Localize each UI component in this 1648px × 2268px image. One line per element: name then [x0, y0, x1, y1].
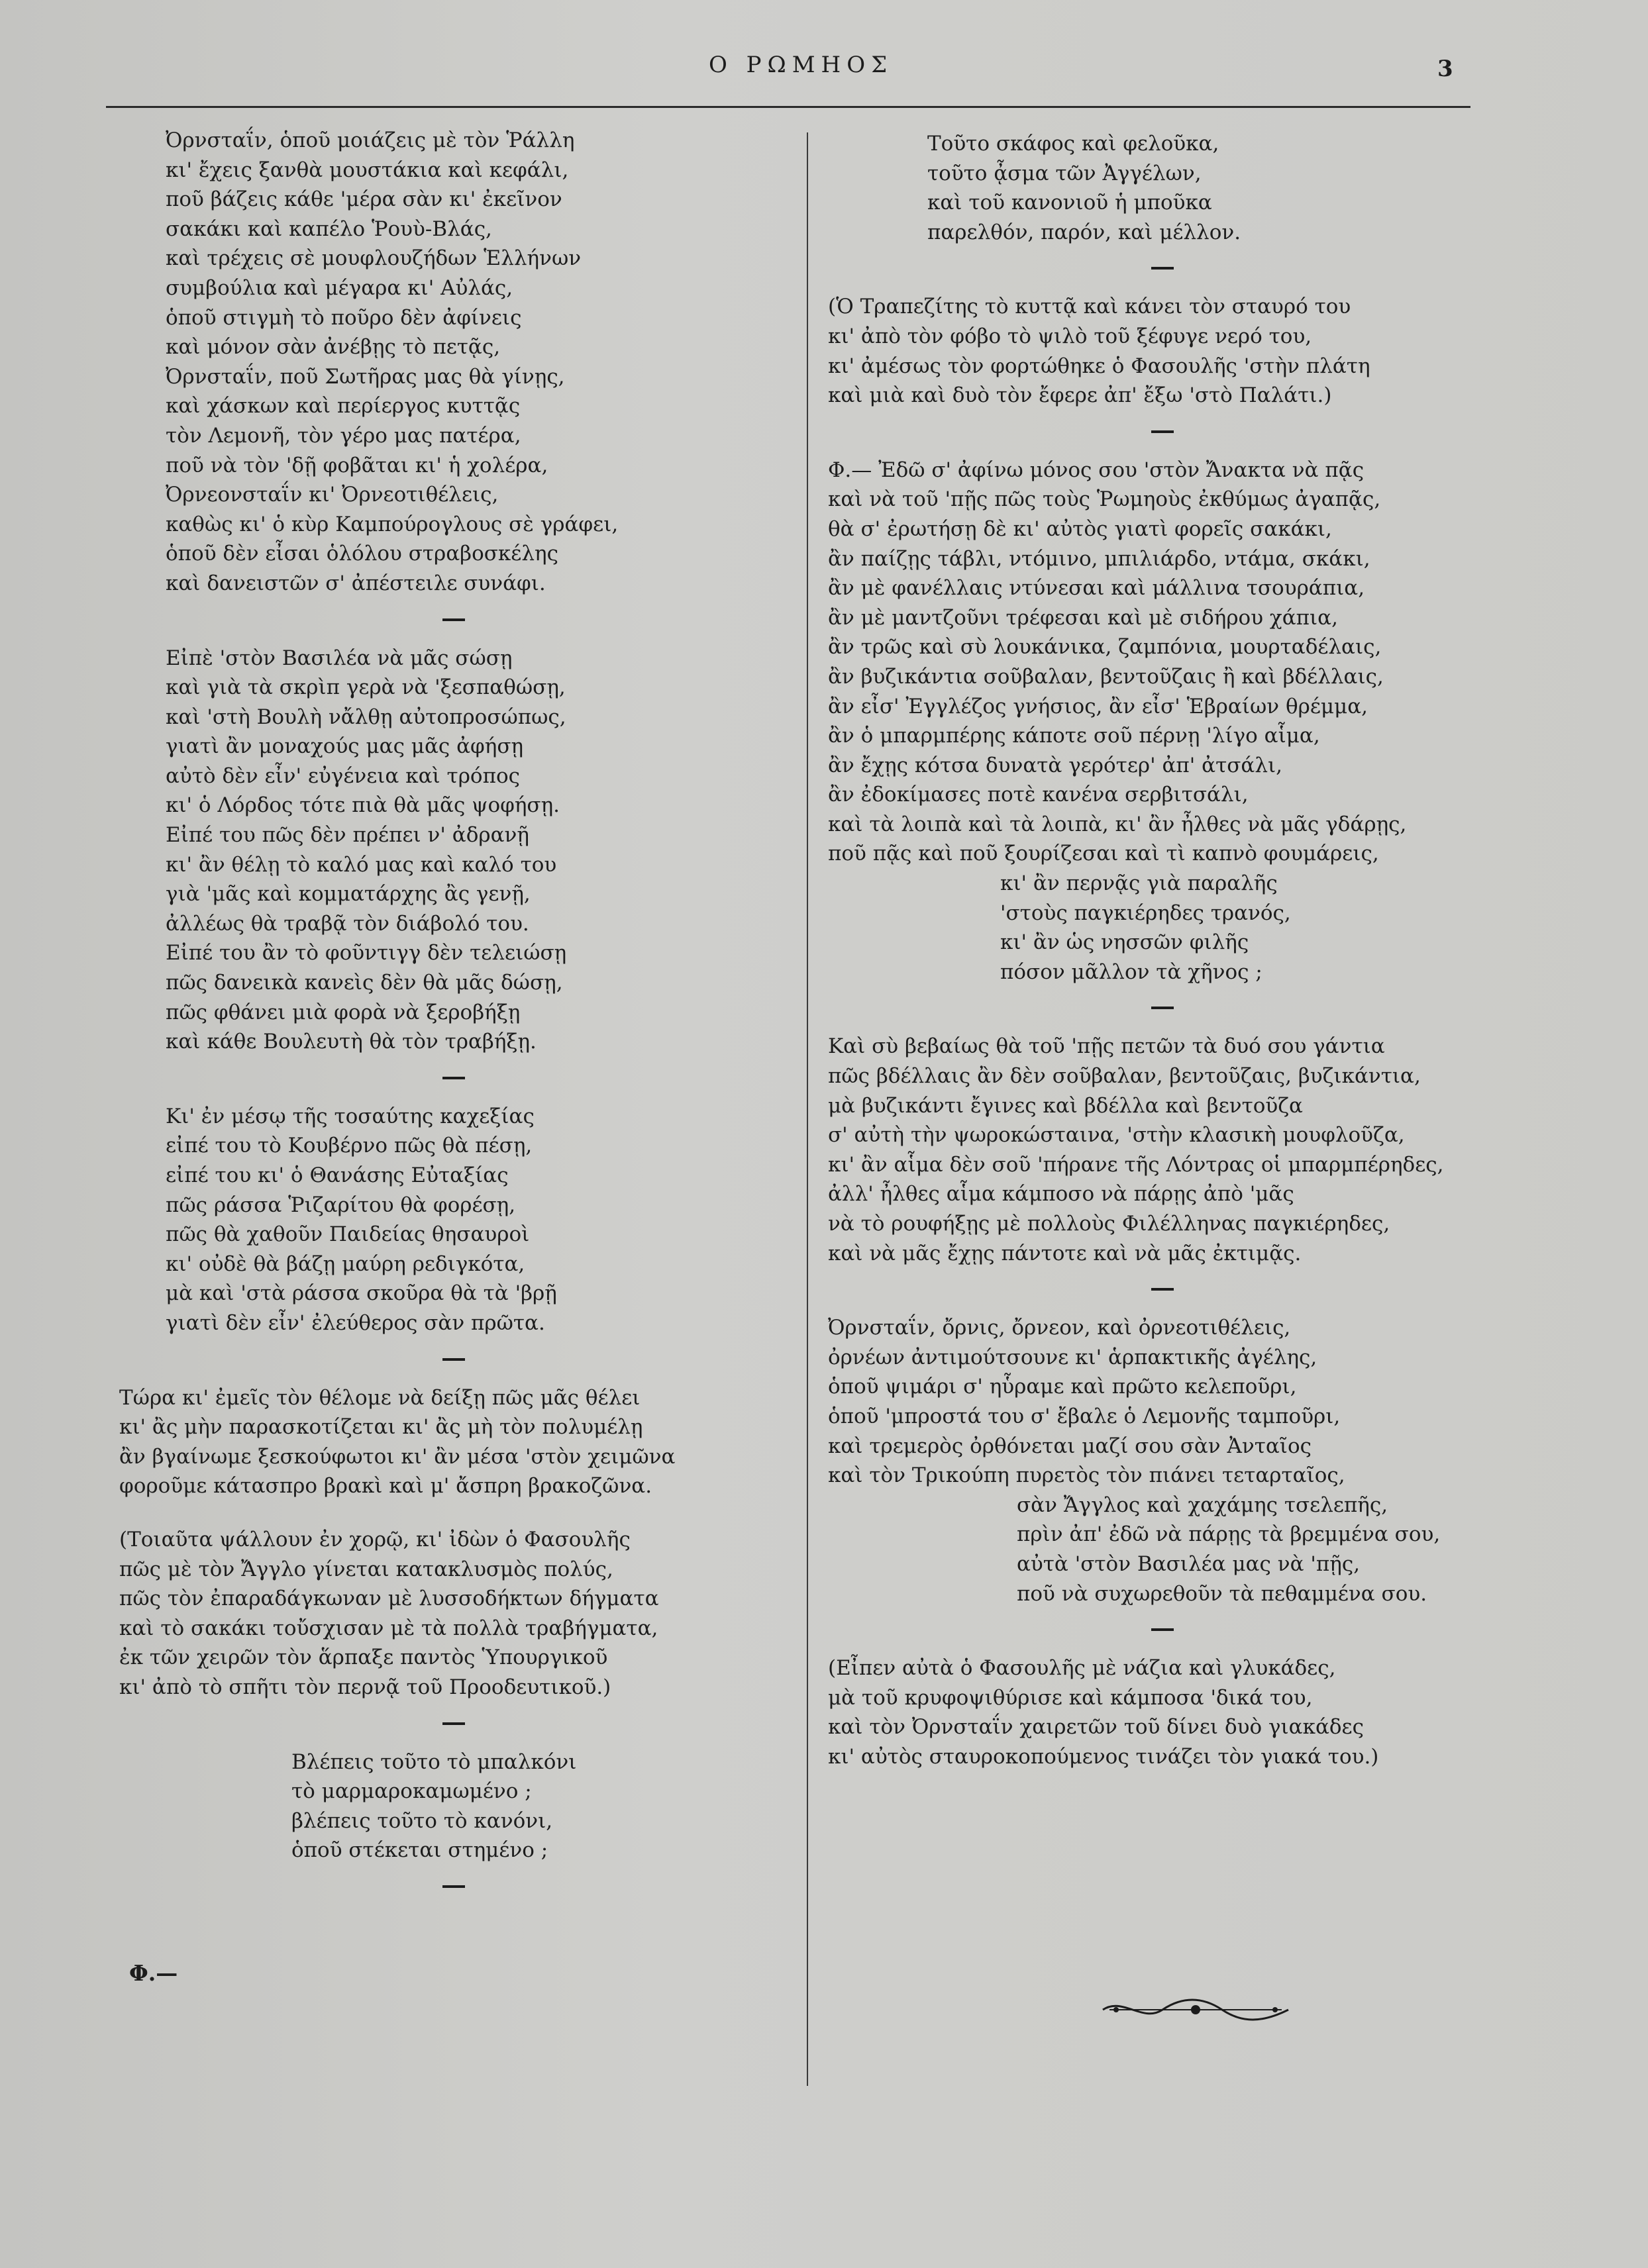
verse-line: φοροῦμε κάτασπρο βρακὶ καὶ μ' ἄσπρη βρακοζῶνα.	[119, 1474, 652, 1499]
verse-line: ἂν βγαίνωμε ξεσκούφωτοι κι' ἂν μέσα 'στὸν χειμῶνα	[119, 1444, 676, 1469]
verse-line: συμβούλια καὶ μέγαρα κι' Αὐλάς,	[166, 275, 513, 300]
stanza	[828, 129, 1497, 247]
stage-direction	[119, 1525, 788, 1702]
verse-line: αὐτὸ δὲν εἶν' εὐγένεια καὶ τρόπος	[166, 764, 520, 788]
section-dash	[119, 1865, 788, 1910]
verse-line: εἰπέ του τὸ Κουβέρνο πῶς θὰ πέσῃ,	[166, 1134, 533, 1158]
stanza	[119, 126, 788, 599]
verse-line: ὁποῦ στέκεται στημένο ;	[291, 1838, 548, 1863]
verse-line: ἂν βυζικάντια σοῦβαλαν, βεντοῦζαις ἢ καὶ βδέλλαις,	[828, 664, 1384, 689]
verse-line: Φ.— Ἐδῶ σ' ἀφίνω μόνος σου 'στὸν Ἄνακτα νὰ πᾷς	[828, 458, 1365, 482]
stage-direction	[828, 1653, 1497, 1771]
verse-line: καὶ τρεμερὸς ὀρθόνεται μαζί σου σὰν Ἀνταῖος	[828, 1434, 1312, 1458]
verse-line: κι' αὐτὸς σταυροκοπούμενος τινάζει τὸν γιακά του.)	[828, 1744, 1379, 1769]
verse-line: κι' ἀπὸ τὸ σπῆτι τὸν περνᾷ τοῦ Προοδευτικοῦ.)	[119, 1675, 611, 1699]
verse-line: τὸ μαρμαροκαμωμένο ;	[291, 1779, 532, 1804]
verse-line: κι' ἀμέσως τὸν φορτώθηκε ὁ Φασουλῆς 'στὴν πλάτη	[828, 354, 1370, 378]
stanza	[119, 644, 788, 1057]
verse-line: καὶ δανειστῶν σ' ἀπέστειλε συνάφι.	[166, 571, 546, 595]
verse-line: πῶς δανεικὰ κανεὶς δὲν θὰ μᾶς δώσῃ,	[166, 971, 563, 995]
verse-line: κι' ἂν περνᾷς γιὰ παραλῆς	[1000, 871, 1278, 896]
stanza	[828, 456, 1497, 987]
verse-line: σακάκι καὶ καπέλο Ῥουὺ-Βλάς,	[166, 217, 492, 241]
verse-line: καὶ 'στὴ Βουλὴ νἄλθῃ αὐτοπροσώπως,	[166, 705, 566, 729]
verse-line: ἂν τρῶς καὶ σὺ λουκάνικα, ζαμπόνια, μουρταδέλαις,	[828, 635, 1382, 660]
verse-line: σὰν Ἄγγλος καὶ χαχάμης τσελεπῆς,	[1017, 1493, 1388, 1517]
verse-line: σ' αὐτὴ τὴν ψωροκώσταινα, 'στὴν κλασικὴ μουφλοῦζα,	[828, 1123, 1405, 1148]
verse-line: καὶ μιὰ καὶ δυὸ τὸν ἔφερε ἀπ' ἔξω 'στὸ Παλάτι.)	[828, 383, 1332, 408]
verse-line: (Εἶπεν αὐτὰ ὁ Φασουλῆς μὲ νάζια καὶ γλυκάδες,	[828, 1656, 1336, 1681]
verse-line: αὐτὰ 'στὸν Βασιλέα μας νὰ 'πῇς,	[1017, 1552, 1361, 1576]
verse-line: Ὀρνσταΐν, ὁποῦ μοιάζεις μὲ τὸν Ῥάλλη	[166, 128, 575, 152]
column-divider	[807, 132, 808, 2086]
verse-line: ἀλλέως θὰ τραβᾷ τὸν διάβολό του.	[166, 911, 529, 936]
verse-line: Τοῦτο σκάφος καὶ φελοῦκα,	[927, 132, 1219, 156]
right-column	[828, 129, 1497, 1772]
verse-line: καθὼς κι' ὁ κὺρ Καμπούρογλους σὲ γράφει,	[166, 512, 619, 536]
section-dash	[119, 1338, 788, 1383]
verse-line: καὶ γιὰ τὰ σκρὶπ γερὰ νὰ 'ξεσπαθώσῃ,	[166, 675, 566, 700]
verse-line: ἂν εἶσ' Ἐγγλέζος γνήσιος, ἂν εἶσ' Ἑβραίων θρέμμα,	[828, 694, 1368, 718]
verse-line: 'στοὺς παγκιέρηδες τρανός,	[1000, 901, 1291, 925]
verse-line: ποῦ νὰ τὸν 'δῇ φοβᾶται κι' ἡ χολέρα,	[166, 453, 548, 477]
stanza	[119, 1102, 788, 1338]
verse-line: καὶ τοῦ κανονιοῦ ἡ μποῦκα	[927, 191, 1212, 215]
verse-line: Κι' ἐν μέσῳ τῆς τοσαύτης καχεξίας	[166, 1104, 535, 1128]
verse-line: γιατὶ ἂν μοναχούς μας μᾶς ἀφήσῃ	[166, 734, 524, 759]
verse-line: ὁποῦ ψιμάρι σ' ηὗραμε καὶ πρῶτο κελεποῦρι,	[828, 1375, 1297, 1399]
verse-line: πόσον μᾶλλον τὰ χῆνος ;	[1000, 960, 1262, 984]
verse-line: πῶς φθάνει μιὰ φορὰ νὰ ξεροβήξῃ	[166, 1000, 521, 1024]
verse-line: Εἰπὲ 'στὸν Βασιλέα νὰ μᾶς σώσῃ	[166, 646, 513, 670]
verse-line: καὶ τὸν Τρικούπη πυρετὸς τὸν πιάνει τεταρταῖος,	[828, 1463, 1345, 1488]
verse-line: κι' ἀπὸ τὸν φόβο τὸ ψιλὸ τοῦ ξέφυγε νερό του,	[828, 324, 1312, 348]
verse-line: καὶ νὰ τοῦ 'πῇς πῶς τοὺς Ῥωμηοὺς ἐκθύμως ἀγαπᾷς,	[828, 487, 1381, 512]
stanza	[119, 1383, 788, 1501]
verse-line: ὁποῦ 'μπροστά του σ' ἔβαλε ὁ Λεμονῆς ταμποῦρι,	[828, 1404, 1341, 1428]
verse-line: πῶς θὰ χαθοῦν Παιδείας θησαυροὶ	[166, 1222, 530, 1247]
verse-line: ποῦ νὰ συχωρεθοῦν τὰ πεθαμμένα σου.	[1017, 1581, 1427, 1606]
section-dash	[828, 987, 1497, 1032]
verse-line: βλέπεις τοῦτο τὸ κανόνι,	[291, 1808, 553, 1833]
verse-line: καὶ νὰ μᾶς ἔχῃς πάντοτε καὶ νὰ μᾶς ἐκτιμᾷς.	[828, 1241, 1302, 1265]
left-column	[119, 126, 788, 1910]
verse-line: εἰπέ του κι' ὁ Θανάσης Εὐταξίας	[166, 1163, 509, 1187]
verse-line: μὰ βυζικάντι ἔγινες καὶ βδέλλα καὶ βεντοῦζα	[828, 1093, 1303, 1118]
verse-line: ἂν ἐδοκίμασες ποτὲ κανένα σερβιτσάλι,	[828, 783, 1249, 807]
verse-line: πῶς μὲ τὸν Ἄγγλο γίνεται κατακλυσμὸς πολύς,	[119, 1557, 613, 1581]
verse-line: πρὶν ἀπ' ἐδῶ νὰ πάρῃς τὰ βρεμμένα σου,	[1017, 1522, 1441, 1547]
verse-line: πῶς τὸν ἐπαραδάγκωναν μὲ λυσσοδήκτων δήγματα	[119, 1587, 659, 1611]
verse-line: Εἰπέ του ἂν τὸ φοῦντιγγ δὲν τελειώσῃ	[166, 941, 567, 965]
stage-direction	[828, 292, 1497, 410]
verse-line: κι' οὐδὲ θὰ βάζῃ μαύρη ρεδιγκότα,	[166, 1252, 525, 1276]
stanza	[828, 1032, 1497, 1268]
verse-line: Ὀρνσταΐν, ὄρνις, ὄρνεον, καὶ ὀρνεοτιθέλεις,	[828, 1316, 1291, 1340]
verse-line: ποῦ πᾷς καὶ ποῦ ξουρίζεσαι καὶ τὶ καπνὸ φουμάρεις,	[828, 842, 1379, 866]
verse-line: ποῦ βάζεις κάθε 'μέρα σὰν κι' ἐκεῖνον	[166, 187, 562, 212]
section-dash	[828, 247, 1497, 292]
verse-line: κι' ἂν θέλῃ τὸ καλό μας καὶ καλό του	[166, 852, 557, 877]
speaker-label: Φ.—	[129, 1960, 178, 1986]
page-number: 3	[1437, 56, 1453, 82]
verse-line: καὶ χάσκων καὶ περίεργος κυττᾷς	[166, 394, 521, 419]
verse-line: καὶ τρέχεις σὲ μουφλουζήδων Ἑλλήνων	[166, 246, 582, 271]
verse-line: παρελθόν, παρόν, καὶ μέλλον.	[927, 220, 1241, 244]
verse-line: ὁποῦ στιγμὴ τὸ ποῦρο δὲν ἀφίνεις	[166, 305, 522, 330]
verse-line: νὰ τὸ ρουφήξῃς μὲ πολλοὺς Φιλέλληνας παγκιέρηδες,	[828, 1212, 1390, 1236]
section-dash	[119, 599, 788, 644]
verse-line: γιὰ 'μᾶς καὶ κομματάρχης ἂς γενῇ,	[166, 882, 531, 907]
verse-line: πῶς βδέλλαις ἂν δὲν σοῦβαλαν, βεντοῦζαις, βυζικάντια,	[828, 1064, 1421, 1089]
verse-line: καὶ τὸν Ὀρνσταΐν χαιρετῶν τοῦ δίνει δυὸ γιακάδες	[828, 1715, 1364, 1740]
verse-line: ὁποῦ δὲν εἶσαι ὁλόλου στραβοσκέλης	[166, 542, 558, 566]
verse-line: Τώρα κι' ἐμεῖς τὸν θέλομε νὰ δείξῃ πῶς μᾶς θέλει	[119, 1385, 641, 1410]
verse-line: μὰ τοῦ κρυφοψιθύρισε καὶ κάμποσα 'δικά του,	[828, 1685, 1313, 1710]
verse-line: κι' ὁ Λόρδος τότε πιὰ θὰ μᾶς ψοφήσῃ.	[166, 793, 560, 818]
verse-line: ἂν ἔχῃς κότσα δυνατὰ γερότερ' ἀπ' ἀτσάλι,	[828, 753, 1283, 777]
verse-line: τοῦτο ᾆσμα τῶν Ἀγγέλων,	[927, 161, 1202, 185]
verse-line: Εἰπέ του πῶς δὲν πρέπει ν' ἀδρανῇ	[166, 823, 529, 848]
verse-line: (Τοιαῦτα ψάλλουν ἐν χορῷ, κι' ἰδὼν ὁ Φασουλῆς	[119, 1527, 631, 1552]
verse-line: τὸν Λεμονῆ, τὸν γέρο μας πατέρα,	[166, 423, 521, 448]
verse-line: γιατὶ δὲν εἶν' ἐλεύθερος σὰν πρῶτα.	[166, 1310, 545, 1335]
verse-line: καὶ τὸ σακάκι τοὔσχισαν μὲ τὰ πολλὰ τραβήγματα,	[119, 1616, 658, 1640]
verse-line: ἐκ τῶν χειρῶν τὸν ἅρπαξε παντὸς Ὑπουργικοῦ	[119, 1646, 608, 1670]
verse-line: Ὀρνσταΐν, ποῦ Σωτῆρας μας θὰ γίνῃς,	[166, 364, 565, 389]
section-dash	[119, 1057, 788, 1102]
verse-line: (Ὁ Τραπεζίτης τὸ κυττᾷ καὶ κάνει τὸν σταυρό του	[828, 295, 1351, 319]
verse-line: μὰ καὶ 'στὰ ράσσα σκοῦρα θὰ τὰ 'βρῇ	[166, 1281, 557, 1306]
verse-line: καὶ μόνον σὰν ἀνέβῃς τὸ πετᾷς,	[166, 335, 501, 360]
verse-line: ἀλλ' ἦλθες αἷμα κάμποσο νὰ πάρῃς ἀπὸ 'μᾶς	[828, 1182, 1294, 1207]
verse-line: ἂν παίζῃς τάβλι, ντόμινο, μπιλιάρδο, ντάμα, σκάκι,	[828, 546, 1370, 571]
spacer	[119, 1501, 788, 1525]
verse-line: κι' ἂν ὡς νησσῶν φιλῆς	[1000, 930, 1249, 955]
verse-line: Ὀρνεονσταΐν κι' Ὀρνεοτιθέλεις,	[166, 483, 499, 507]
verse-line: κι' ἂς μὴν παρασκοτίζεται κι' ἂς μὴ τὸν πολυμέλῃ	[119, 1415, 643, 1440]
verse-line: Καὶ σὺ βεβαίως θὰ τοῦ 'πῇς πετῶν τὰ δυό σου γάντια	[828, 1034, 1385, 1059]
verse-line: θὰ σ' ἐρωτήσῃ δὲ κι' αὐτὸς γιατὶ φορεῖς σακάκι,	[828, 517, 1332, 541]
verse-line: ἂν μὲ φανέλλαις ντύνεσαι καὶ μάλλινα τσουράπια,	[828, 576, 1365, 601]
masthead-title: Ο ΡΩΜΗΟΣ	[709, 52, 894, 78]
flourish-ornament-icon	[1096, 1993, 1295, 2026]
verse-line: κι' ἂν αἷμα δὲν σοῦ 'πήρανε τῆς Λόντρας οἱ μπαρμπέρηδες,	[828, 1152, 1444, 1177]
verse-line: ὀρνέων ἀντιμούτσουνε κι' ἁρπακτικῆς ἀγέλης,	[828, 1345, 1317, 1369]
section-dash	[828, 1608, 1497, 1653]
verse-line: καὶ τὰ λοιπὰ καὶ τὰ λοιπὰ, κι' ἂν ἦλθες νὰ μᾶς γδάρῃς,	[828, 812, 1407, 836]
verse-line: ἂν ὁ μπαρμπέρης κάποτε σοῦ πέρνῃ 'λίγο αἷμα,	[828, 724, 1320, 748]
section-dash	[119, 1702, 788, 1748]
verse-line: κι' ἔχεις ξανθὰ μουστάκια καὶ κεφάλι,	[166, 158, 569, 182]
section-dash	[828, 1268, 1497, 1313]
stanza	[119, 1748, 788, 1865]
verse-line: Βλέπεις τοῦτο τὸ μπαλκόνι	[291, 1750, 577, 1774]
section-dash	[828, 411, 1497, 456]
verse-line: ἂν μὲ μαντζοῦνι τρέφεσαι καὶ μὲ σιδήρου χάπια,	[828, 605, 1338, 630]
verse-line: πῶς ράσσα Ῥιζαρίτου θὰ φορέσῃ,	[166, 1193, 516, 1217]
stanza	[828, 1313, 1497, 1608]
header-rule	[106, 106, 1470, 108]
verse-line: καὶ κάθε Βουλευτὴ θὰ τὸν τραβήξῃ.	[166, 1030, 537, 1054]
